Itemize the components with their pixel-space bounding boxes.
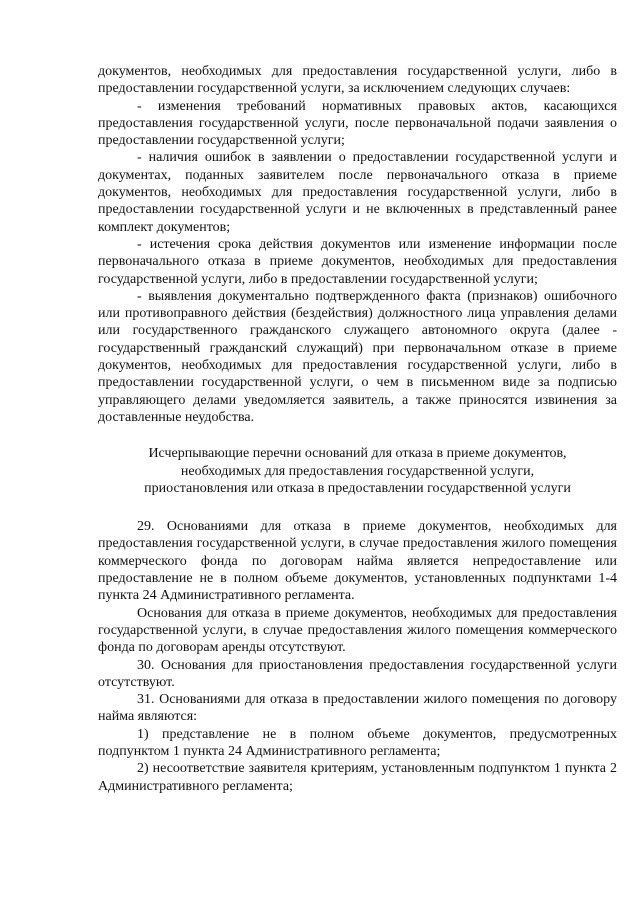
- paragraph-exception-expiry: - истечения срока действия документов или изменение информации после первоначального отказа в приеме документов, необходимых для предоставления государственной услуги, либо в предоставлении государственной услуги;: [98, 236, 617, 287]
- paragraph-30: 30. Основания для приостановления предоставления государственной услуги отсутствуют.: [98, 657, 617, 690]
- paragraph-exception-errors: - наличия ошибок в заявлении о предоставлении государственной услуги и документах, поданных заявителем после первоначального отказа в приеме документов, необходимых для предоставления государственной услуги, либо в предоставлении государственной услуги и не включенных в представленный ранее комплект документов;: [98, 150, 617, 235]
- paragraph-29: 29. Основаниями для отказа в приеме документов, необходимых для предоставления государственной услуги, в случае предоставления жилого помещения коммерческого фонда по договорам найма является непредоставление или предоставление не в полном объеме документов, установленных подпунктами 1-4 пункта 24 Административного регламента.: [98, 519, 617, 604]
- paragraph-31: 31. Основаниями для отказа в предоставлении жилого помещения по договору найма являются:: [98, 692, 617, 725]
- paragraph-29-lease: Основания для отказа в приеме документов, необходимых для предоставления государственной услуги, в случае предоставления жилого помещения коммерческого фонда по договорам аренды отсутствуют.: [98, 605, 617, 656]
- document-body: [98, 63, 617, 795]
- paragraph-31-item-1: 1) представление не в полном объеме документов, предусмотренных подпунктом 1 пункта 24 Административного регламента;: [98, 726, 617, 759]
- section-heading: Исчерпывающие перечни оснований для отказа в приеме документов, необходимых для предоставления государственной услуги, приостановления или отказа в предоставлении государственной услуги: [144, 446, 571, 496]
- paragraph-continuation: документов, необходимых для предоставления государственной услуги, либо в предоставлении государственной услуги, за исключением следующих случаев:: [98, 64, 617, 97]
- paragraph-exception-official-error: - выявления документально подтвержденного факта (признаков) ошибочного или противоправного действия (бездействия) должностного лица управления делами или государственного гражданского служащего автономного округа (далее - государственный гражданский служащий) при первоначальном отказе в приеме документов, необходимых для предоставления государственной услуги, либо в предоставлении государственной услуги, о чем в письменном виде за подписью управляющего делами уведомляется заявитель, а также приносятся извинения за доставленные неудобства.: [98, 288, 617, 425]
- paragraph-exception-regulation-change: - изменения требований нормативных правовых актов, касающихся предоставления государственной услуги, после первоначальной подачи заявления о предоставлении государственной услуги;: [98, 98, 617, 149]
- paragraph-31-item-2: 2) несоответствие заявителя критериям, установленным подпунктом 1 пункта 2 Административного регламента;: [98, 761, 617, 794]
